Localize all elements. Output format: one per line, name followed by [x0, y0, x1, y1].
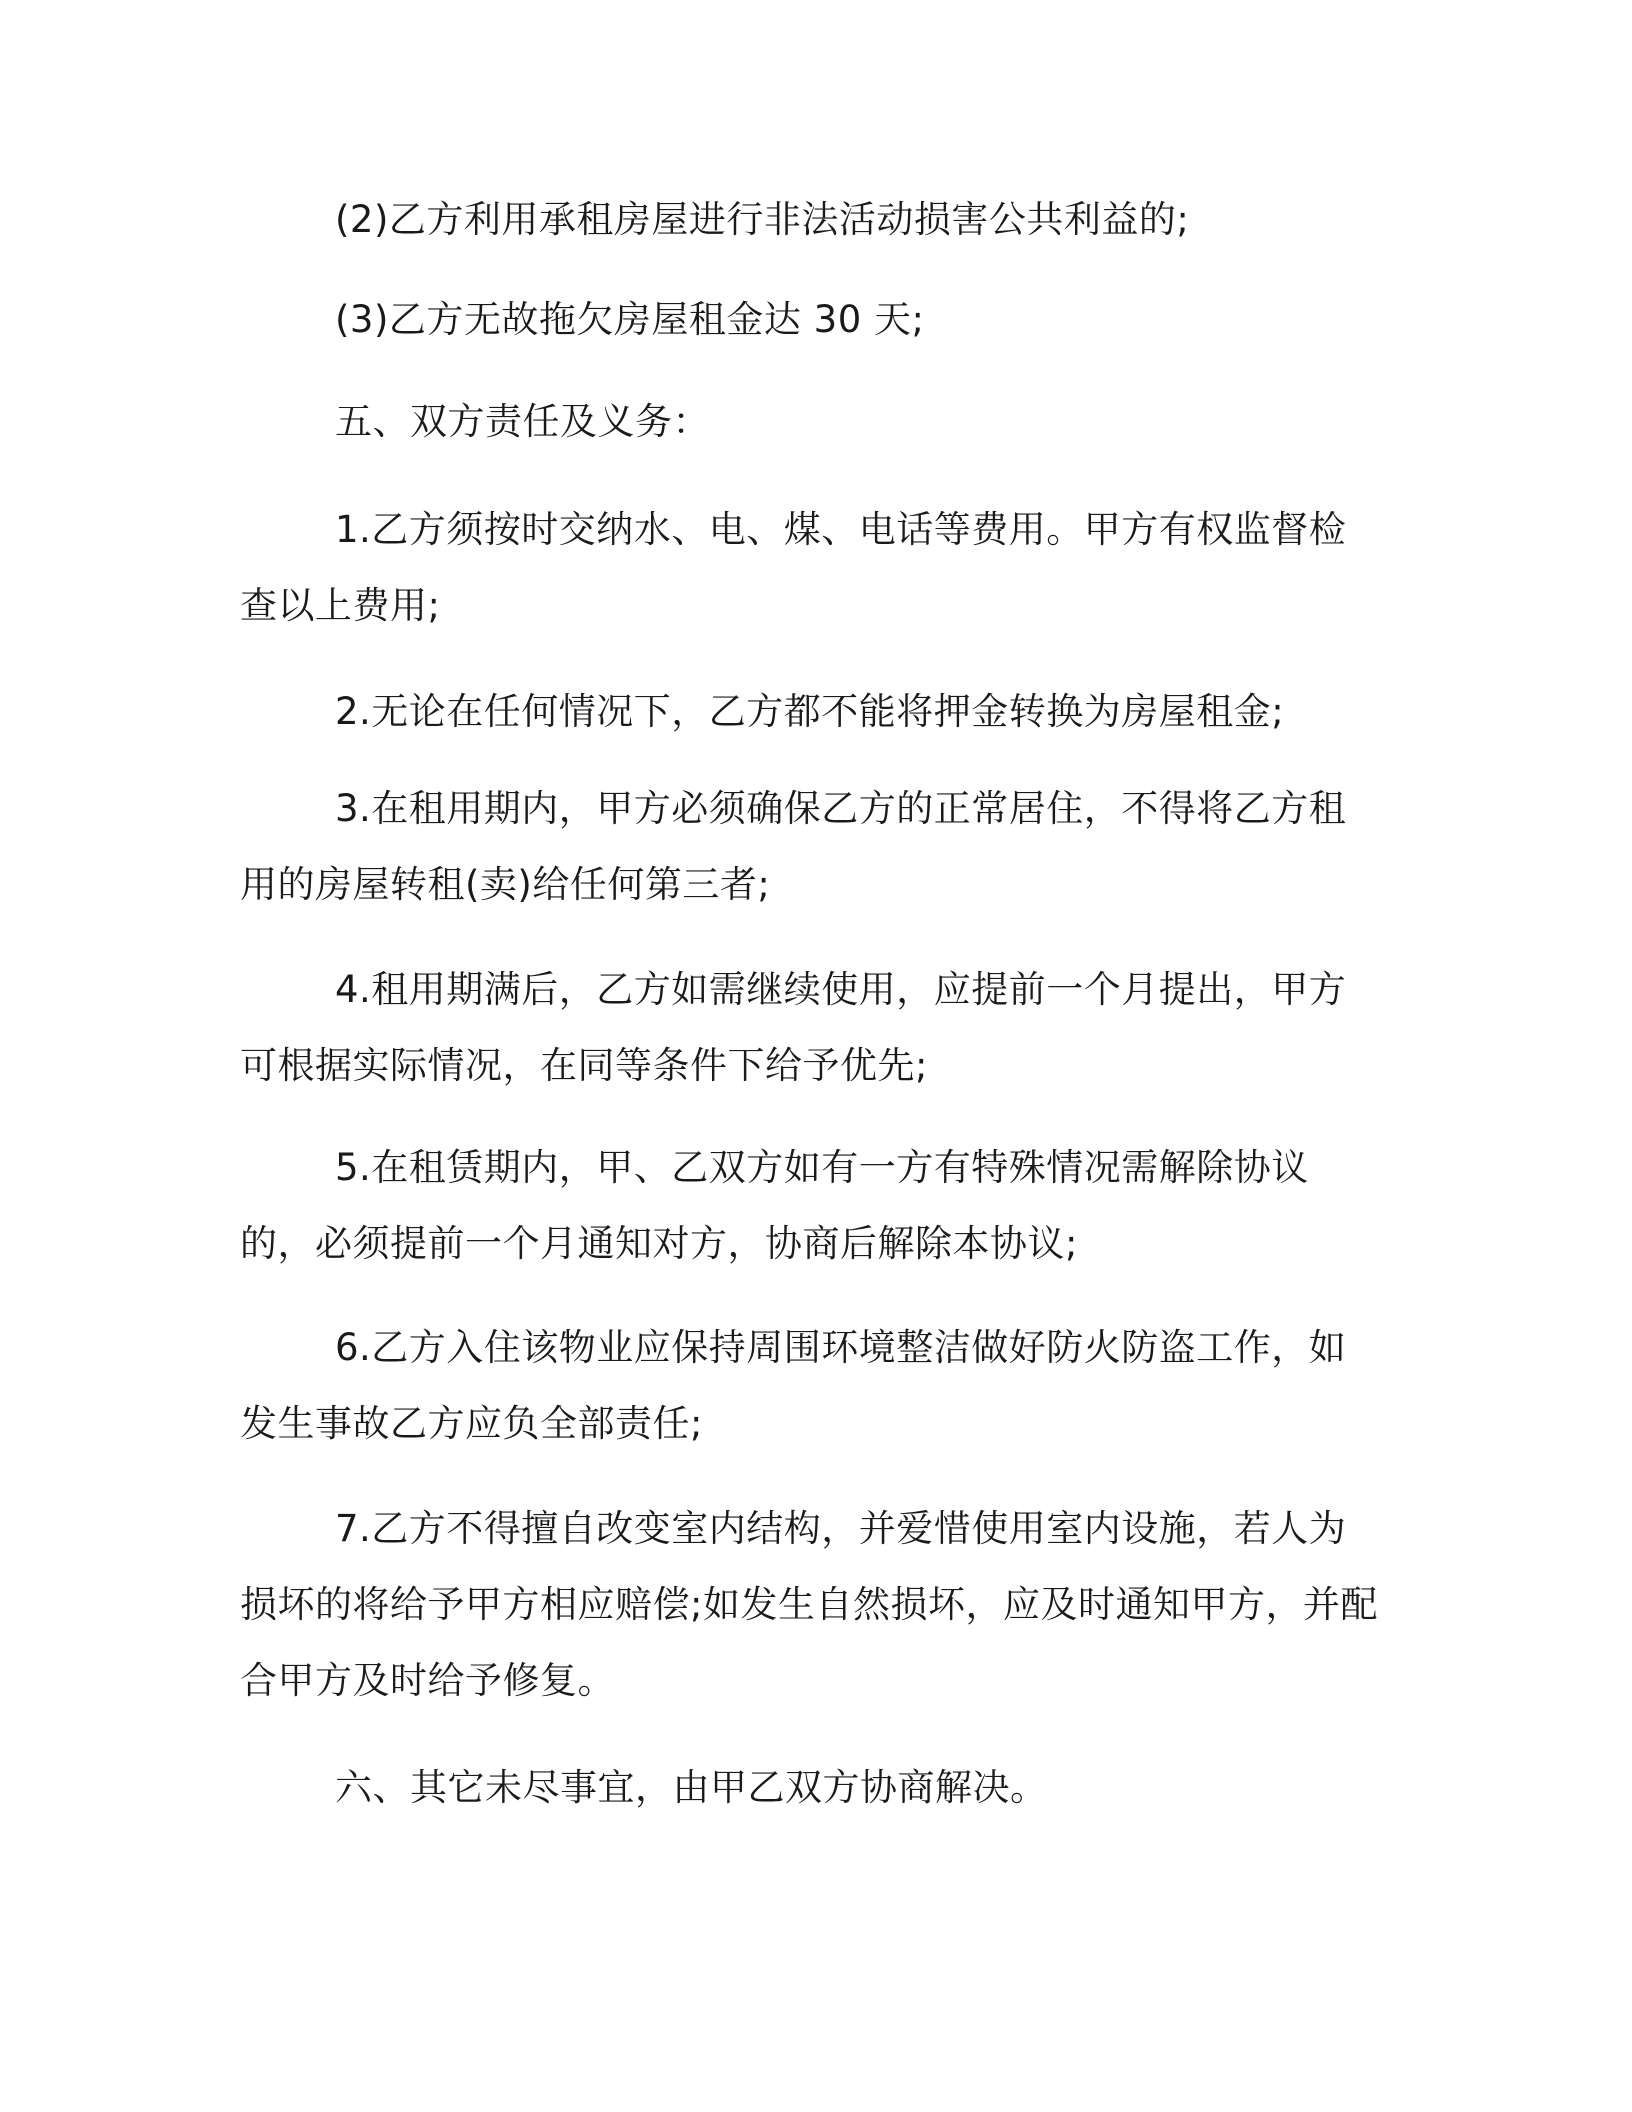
paragraph-item-6: 6.乙方入住该物业应保持周围环境整洁做好防火防盗工作，如发生事故乙方应负全部责任;: [240, 1326, 1347, 1445]
paragraph-item-4: 4.租用期满后，乙方如需继续使用，应提前一个月提出，甲方可根据实际情况，在同等条件下给予优先;: [240, 968, 1347, 1087]
section-heading-6: 六、其它未尽事宜，由甲乙双方协商解决。: [335, 1766, 1048, 1809]
section-heading-5: 五、双方责任及义务：: [335, 400, 710, 443]
paragraph-clause-2: (2)乙方利用承租房屋进行非法活动损害公共利益的;: [335, 198, 1190, 241]
paragraph-item-2: 2.无论在任何情况下，乙方都不能将押金转换为房屋租金;: [335, 690, 1285, 733]
paragraph-item-3: 3.在租用期内，甲方必须确保乙方的正常居住，不得将乙方租用的房屋转租(卖)给任何第三者;: [240, 787, 1347, 906]
paragraph-item-7: 7.乙方不得擅自改变室内结构，并爱惜使用室内设施，若人为损坏的将给予甲方相应赔偿;如发生自然损坏，应及时通知甲方，并配合甲方及时给予修复。: [240, 1507, 1378, 1702]
paragraph-item-1: 1.乙方须按时交纳水、电、煤、电话等费用。甲方有权监督检查以上费用;: [240, 508, 1347, 627]
paragraph-clause-3: (3)乙方无故拖欠房屋租金达 30 天;: [335, 298, 925, 341]
paragraph-item-5: 5.在租赁期内，甲、乙双方如有一方有特殊情况需解除协议的，必须提前一个月通知对方，协商后解除本协议;: [240, 1146, 1309, 1265]
